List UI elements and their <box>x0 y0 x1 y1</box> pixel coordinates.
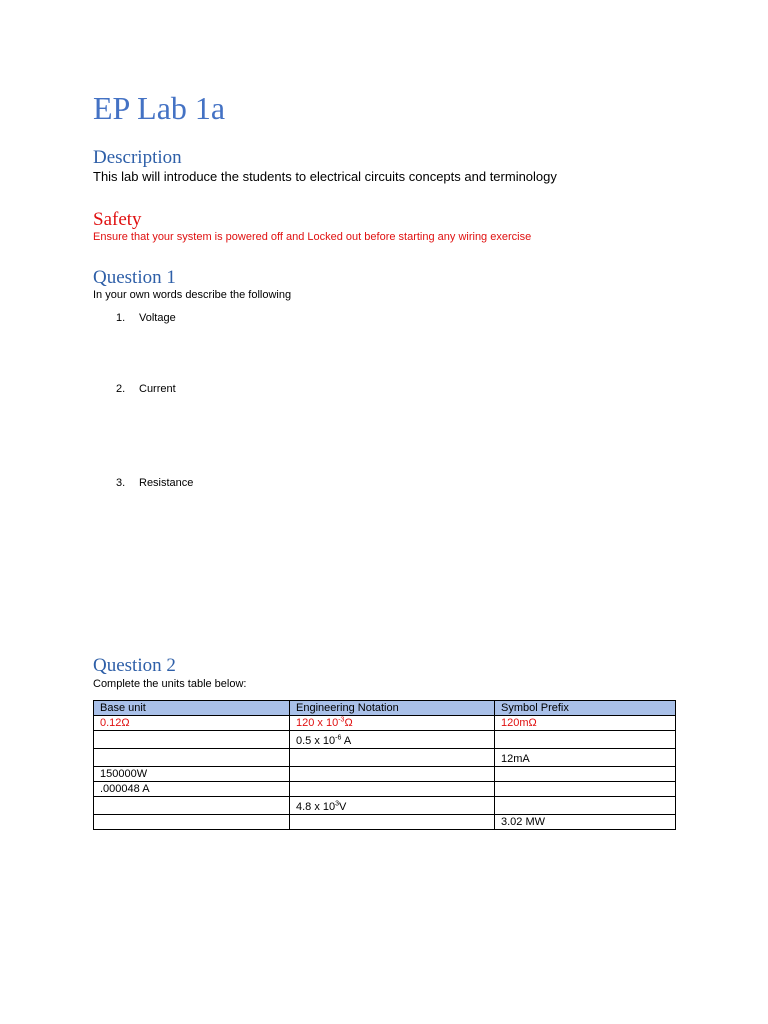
symbol-prefix-cell[interactable] <box>495 767 676 782</box>
symbol-prefix-cell[interactable] <box>495 731 676 749</box>
engineering-notation-cell[interactable] <box>290 767 495 782</box>
symbol-prefix-cell[interactable]: 12mA <box>495 749 676 767</box>
document-title: EP Lab 1a <box>93 90 226 126</box>
table-row <box>94 716 676 731</box>
list-item-voltage <box>116 311 176 326</box>
list-item-number: 2. <box>116 383 126 395</box>
safety-heading: Safety <box>93 209 142 230</box>
symbol-prefix-cell[interactable]: 3.02 MW <box>495 815 676 830</box>
base-unit-cell[interactable] <box>94 731 290 749</box>
table-row <box>94 749 676 767</box>
base-unit-cell[interactable]: .000048 A <box>94 782 290 797</box>
list-item-label: Voltage <box>139 312 176 324</box>
table-header-row <box>94 701 676 716</box>
list-item-number: 1. <box>116 312 126 324</box>
list-item-current <box>116 382 176 397</box>
engineering-notation-cell[interactable] <box>290 815 495 830</box>
symbol-prefix-cell[interactable] <box>495 797 676 815</box>
safety-text: Ensure that your system is powered off and Locked out before starting any wiring exercise <box>93 231 532 243</box>
symbol-prefix-cell[interactable]: 120mΩ <box>495 716 676 731</box>
column-header-engineering-notation: Engineering Notation <box>290 701 495 716</box>
list-item-resistance <box>116 476 193 491</box>
question1-heading: Question 1 <box>93 267 176 288</box>
table-row <box>94 815 676 830</box>
table-row <box>94 782 676 797</box>
question1-prompt: In your own words describe the following <box>93 289 292 301</box>
list-item-label: Resistance <box>139 477 194 489</box>
description-text: This lab will introduce the students to electrical circuits concepts and terminology <box>93 169 557 184</box>
description-heading: Description <box>93 147 182 168</box>
engineering-notation-cell[interactable] <box>290 749 495 767</box>
table-row <box>94 731 676 749</box>
question2-heading: Question 2 <box>93 655 176 676</box>
base-unit-cell[interactable] <box>94 815 290 830</box>
base-unit-cell[interactable] <box>94 797 290 815</box>
base-unit-cell[interactable]: 150000W <box>94 767 290 782</box>
list-item-number: 3. <box>116 477 126 489</box>
base-unit-cell[interactable] <box>94 749 290 767</box>
engineering-notation-cell[interactable] <box>290 782 495 797</box>
column-header-base-unit: Base unit <box>94 701 290 716</box>
table-row <box>94 767 676 782</box>
table-row <box>94 797 676 815</box>
engineering-notation-cell[interactable]: 4.8 x $10^3V$ <box>290 797 495 815</box>
symbol-prefix-cell[interactable] <box>495 782 676 797</box>
list-item-label: Current <box>139 383 176 395</box>
column-header-symbol-prefix: Symbol Prefix <box>495 701 676 716</box>
engineering-notation-cell[interactable]: 0.5 x $10^{-6}$ A <box>290 731 495 749</box>
engineering-notation-cell[interactable]: 120 x $10^{-3}\Omega$ <box>290 716 495 731</box>
question2-prompt: Complete the units table below: <box>93 678 247 690</box>
units-table <box>93 700 676 830</box>
base-unit-cell[interactable]: 0.12Ω <box>94 716 290 731</box>
